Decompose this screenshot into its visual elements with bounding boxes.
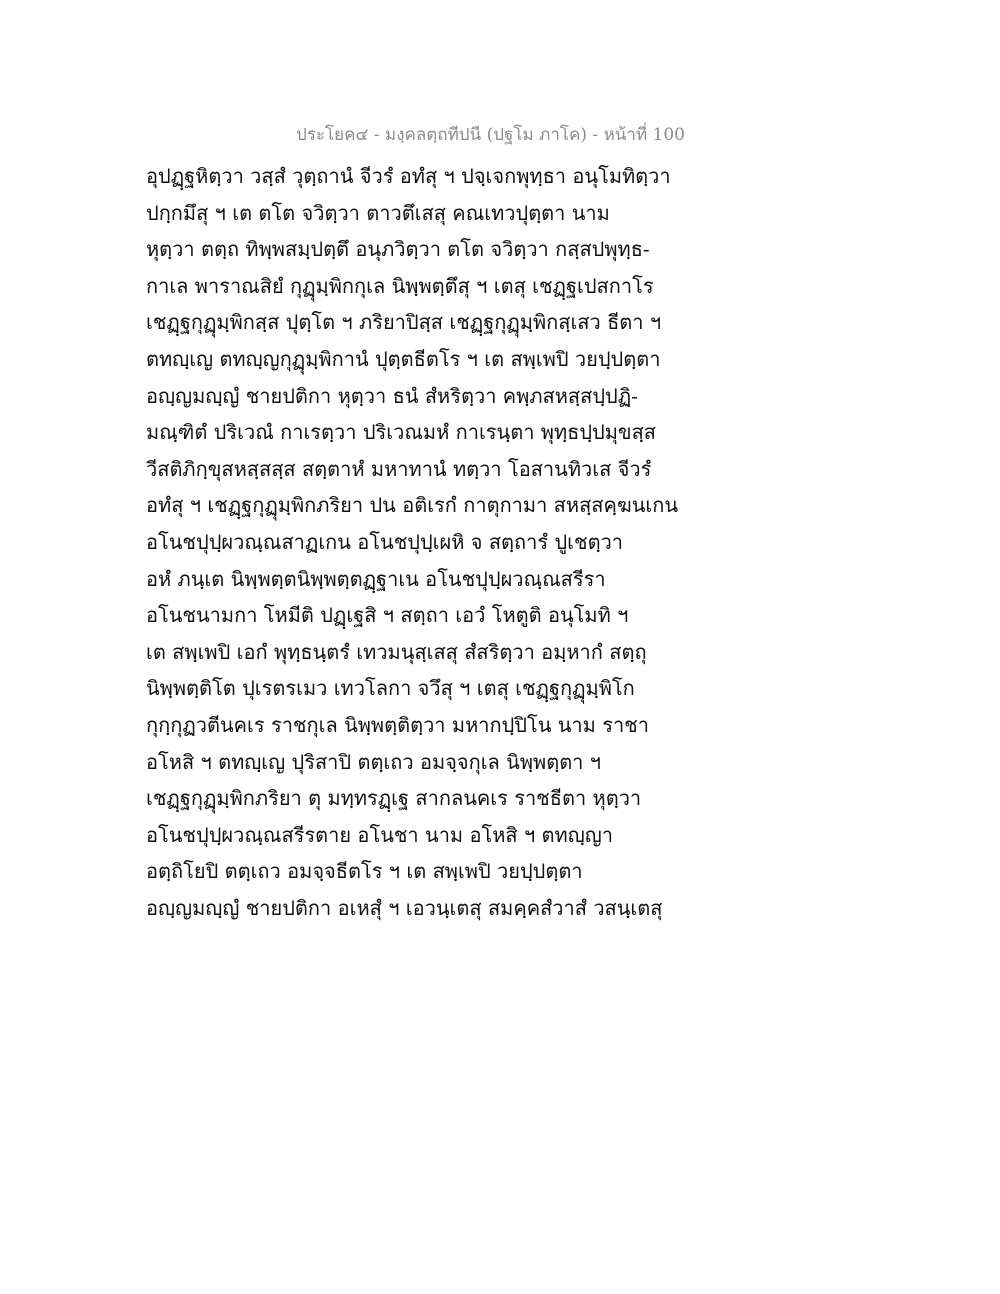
text-line: ปกฺกมึสุ ฯ เต ตโต จวิตฺวา ตาวตึเสสุ คณเทวปุตฺตา นาม <box>146 200 610 225</box>
text-line: เชฏฺฐกุฏุมฺพิกสฺส ปุตฺโต ฯ ภริยาปิสฺส เชฏฺฐกุฏุมฺพิกสฺเสว ธีตา ฯ <box>146 310 662 335</box>
text-line: อโนชนามกา โหมีติ ปฏฺเฐสิ ฯ สตฺถา เอวํ โหตูติ อนุโมทิ ฯ <box>146 603 629 628</box>
text-line: นิพฺพตฺติโต ปุเรตรเมว เทวโลกา จวึสุ ฯ เตสุ เชฏฺฐกุฏุมฺพิโก <box>146 676 635 701</box>
text-line: อญฺญมญฺญํ ชายปติกา หุตฺวา ธนํ สํหริตฺวา คพฺภสหสฺสปฺปฏิ- <box>146 383 638 408</box>
text-line: อทํสุ ฯ เชฏฺฐกุฏุมฺพิกภริยา ปน อติเรกํ กาตุกามา สหสฺสคฺฆนเกน <box>146 493 678 518</box>
text-line: กาเล พาราณสิยํ กุฏุมฺพิกกุเล นิพฺพตฺตึสุ ฯ เตสุ เชฏฺฐเปสกาโร <box>146 273 654 298</box>
body-text <box>146 158 686 926</box>
text-line: อโนชปุปฺผวณฺณสาฏเกน อโนชปุปฺเผหิ จ สตฺถารํ ปูเชตฺวา <box>146 529 624 554</box>
running-header: ประโยค๔ - มงฺคลตฺถทีปนี (ปฐโม ภาโค) - หน้าที่ 100 <box>296 125 685 145</box>
text-line: อุปฏฺฐหิตฺวา วสฺสํ วุตฺถานํ จีวรํ อทํสุ ฯ ปจฺเจกพุทฺธา อนุโมทิตฺวา <box>146 164 671 188</box>
text-line: กุกฺกุฏวตีนคเร ราชกุเล นิพฺพตฺติตฺวา มหากปฺปิโน นาม ราชา <box>146 712 649 737</box>
text-line: อหํ ภนฺเต นิพฺพตฺตนิพฺพตฺตฏฺฐาเน อโนชปุปฺผวณฺณสรีรา <box>146 566 606 591</box>
text-line: หุตฺวา ตตฺถ ทิพฺพสมฺปตฺตึ อนุภวิตฺวา ตโต จวิตฺวา กสฺสปพุทฺธ- <box>146 237 650 262</box>
text-line: เชฏฺฐกุฏุมฺพิกภริยา ตุ มทฺทรฏฺเฐ สากลนคเร ราชธีตา หุตฺวา <box>146 786 642 811</box>
text-line: วีสติภิกฺขุสหสฺสสฺส สตฺตาหํ มหาทานํ ทตฺวา โอสานทิวเส จีวรํ <box>146 456 652 481</box>
text-line: ตทญฺเญ ตทญฺญกุฏุมฺพิกานํ ปุตฺตธีตโร ฯ เต สพฺเพปิ วยปฺปตฺตา <box>146 346 661 371</box>
text-line: อตฺถิโยปิ ตตฺเถว อมจฺจธีตโร ฯ เต สพฺเพปิ วยปฺปตฺตา <box>146 859 583 884</box>
text-line: มณฺฑิตํ ปริเวณํ กาเรตฺวา ปริเวณมหํ กาเรนฺตา พุทฺธปฺปมุขสฺส <box>146 420 657 445</box>
text-line: อโนชปุปฺผวณฺณสรีรตาย อโนชา นาม อโหสิ ฯ ตทญฺญา <box>146 822 614 847</box>
text-line: อโหสิ ฯ ตทญฺเญ ปุริสาปิ ตตฺเถว อมจฺจกุเล นิพฺพตฺตา ฯ <box>146 749 601 774</box>
text-line: เต สพฺเพปิ เอกํ พุทฺธนฺตรํ เทวมนุสฺเสสุ สํสริตฺวา อมฺหากํ สตฺถุ <box>146 639 647 664</box>
text-line: อญฺญมญฺญํ ชายปติกา อเหสุํ ฯ เอวนฺเตสุ สมคฺคสํวาสํ วสนฺเตสุ <box>146 895 663 920</box>
